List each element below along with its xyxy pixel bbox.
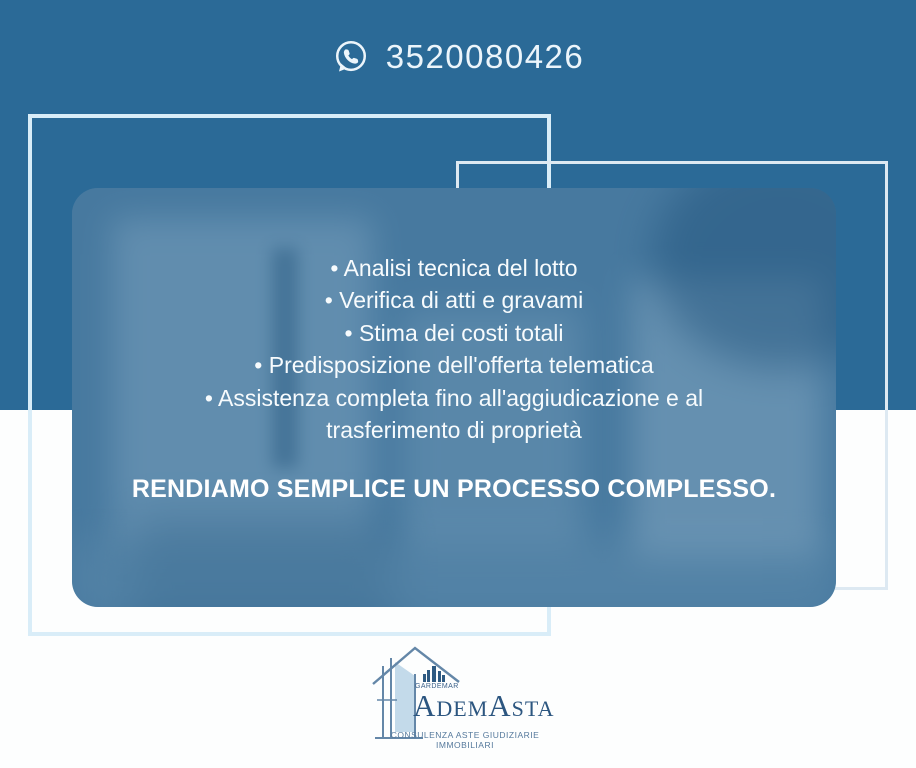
bullet-item: • Stima dei costi totali [344,319,564,346]
card-headline: RENDIAMO SEMPLICE UN PROCESSO COMPLESSO. [131,475,777,504]
phone-number: 3520080426 [385,38,585,75]
brand-tagline: CONSULENZA ASTE GIUDIZIARIE IMMOBILIARI [390,730,540,750]
phone-header [0,34,916,80]
bullet-item: • Verifica di atti e gravami [324,287,584,314]
buildings-icon [421,666,447,682]
brand-name: AdemAsta [413,688,555,723]
bullet-item: • Analisi tecnica del lotto [330,255,578,281]
whatsapp-icon [332,38,370,76]
card-text-block [72,252,836,506]
info-card [72,188,836,607]
bullet-item: • Predisposizione dell'offerta telematica [254,352,654,379]
ademasta-logo [363,640,563,752]
bullet-item: • Assistenza completa fino all'aggiudicazione e al trasferimento di proprietà [204,384,704,444]
gardemar-emblem [415,666,475,690]
emblem-text: GARDEMAR [415,683,459,690]
